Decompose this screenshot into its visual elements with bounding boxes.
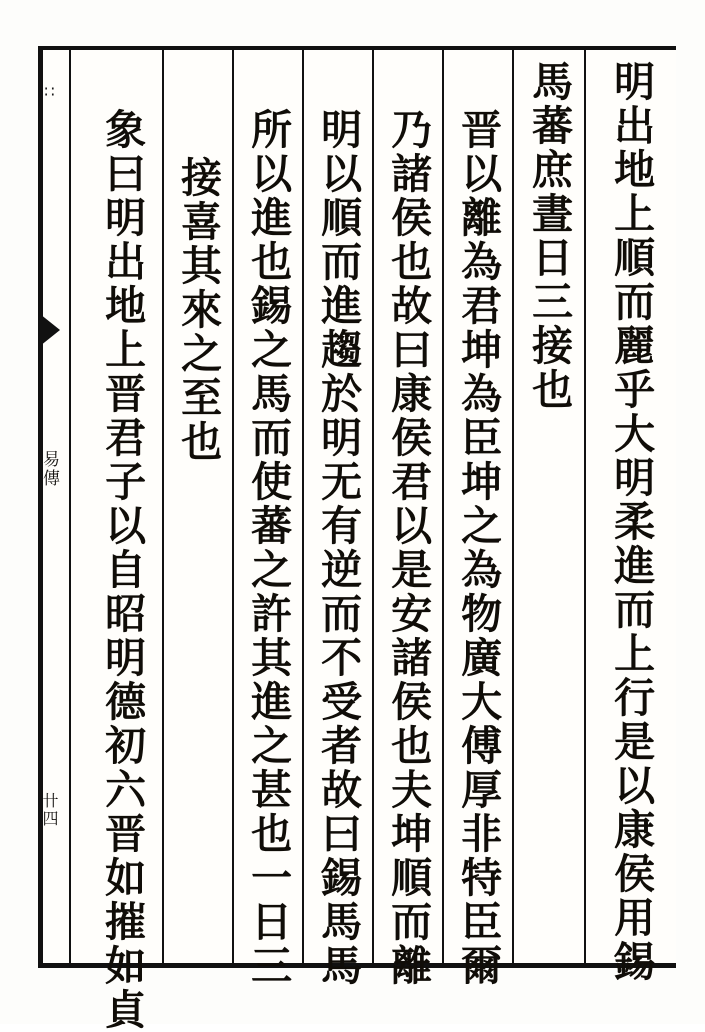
spine-dots-mark: ∷ — [40, 82, 59, 111]
text-column-1 — [584, 50, 676, 984]
text-column-2 — [512, 50, 584, 963]
column-text: 明以順而進趨於明无有逆而不受者故曰錫馬馬 — [314, 108, 363, 988]
text-column-5 — [302, 50, 372, 988]
column-text: 接喜其來之至也 — [174, 156, 223, 464]
column-text: 明出地上順而麗乎大明柔進而上行是以康侯用錫 — [607, 60, 656, 984]
column-text: 馬蕃庶晝日三接也 — [525, 60, 574, 412]
text-block-frame — [38, 46, 676, 1032]
text-column-6 — [232, 50, 302, 988]
column-text: 晋以離為君坤為臣坤之為物廣大傅厚非特臣爾 — [454, 108, 503, 988]
column-text: 象曰明出地上晋君子以自昭明德初六晋如摧如貞 — [98, 108, 147, 1032]
spine-page-number: 卄四 — [40, 792, 59, 828]
spine-book-title: 易傳 — [39, 450, 59, 488]
text-column-7 — [162, 50, 232, 963]
column-text: 所以進也錫之馬而使蕃之許其進之甚也一日三 — [244, 108, 293, 988]
column-text: 乃諸侯也故曰康侯君以是安諸侯也夫坤順而離 — [384, 108, 433, 988]
text-column-4 — [372, 50, 442, 988]
text-column-3 — [442, 50, 512, 988]
vertical-text-columns — [75, 50, 676, 1032]
text-column-8 — [82, 50, 162, 1032]
